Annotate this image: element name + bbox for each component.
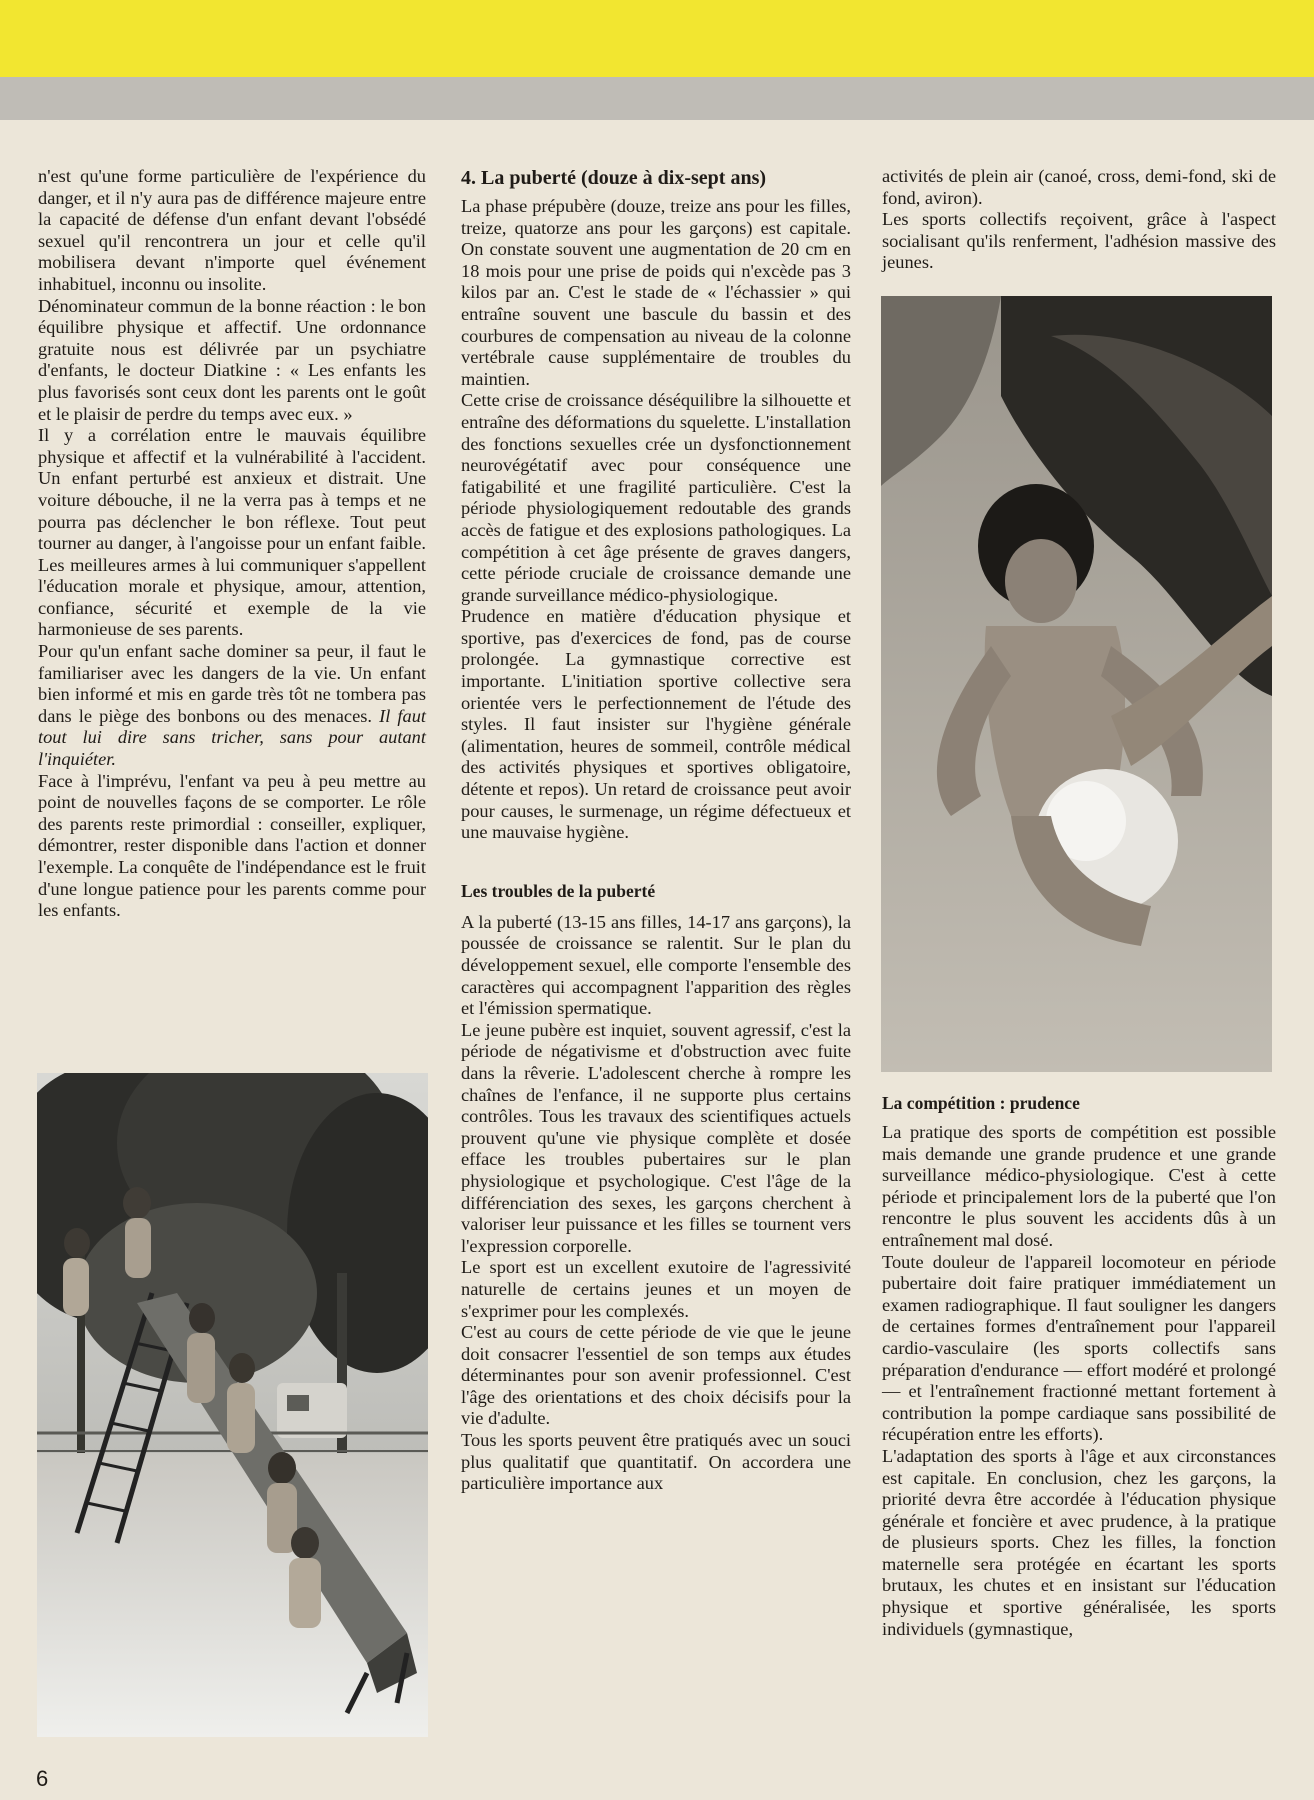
column-1 xyxy=(38,166,426,922)
page-number: 6 xyxy=(36,1766,49,1791)
paragraph: Il y a corrélation entre le mauvais équilibre physique et affectif et la vulnérabilité à l'accident. Un enfant perturbé est anxieux et distrait. Une voiture débouche, il ne la verra pas à temps et ne pourra pas déclencher le bon réflexe. Tout peut tourner au danger, à l'angoisse pour un enfant faible. Les meilleures armes à lui communiquer s'appellent l'éducation morale et physique, amour, attention, confiance, sécurité et exemple de la vie harmonieuse de ses parents. xyxy=(38,425,426,640)
paragraph: Cette crise de croissance déséquilibre la silhouette et entraîne des déformations du squelette. L'installation des fonctions sexuelles crée un dysfonctionnement neurovégétatif avec pour conséquence une fatigabilité et une fragilité particulière. C'est la période physiologiquement redoutable des grands accès de fatigue et des explosions pathologiques. La compétition à cet âge présente de graves dangers, cette période cruciale de croissance demande une grande surveillance médico-physiologique. xyxy=(461,390,851,605)
column-3-top xyxy=(882,166,1276,274)
paragraph: La pratique des sports de compétition est possible mais demande une grande prudence et une grande surveillance médico-physiologique. C'est à cette période et principalement lors de la puberté que l'on rencontre le plus souvent les accidents dûs à un entraînement mal dosé. xyxy=(882,1122,1276,1250)
paragraph: n'est qu'une forme particulière de l'expérience du danger, et il n'y aura pas de différence majeure entre la capacité de défense d'un enfant devant l'obsédé sexuel qu'il rencontrera un jour et celle qu'il mobilisera devant n'importe quel événement inhabituel, inconnu ou insolite. xyxy=(38,166,426,294)
paragraph: L'adaptation des sports à l'âge et aux circonstances est capitale. En conclusion, chez les garçons, la priorité devra être accordée à l'éducation physique générale et foncière et avec prudence, à la pratique de plusieurs sports. Chez les filles, la fonction maternelle sera protégée en écartant les sports brutaux, les chutes et en insistant sur l'éducation physique et sportive généralisée, les sports individuels (gymnastique, xyxy=(882,1445,1276,1639)
section-heading: 4. La puberté (douze à dix-sept ans) xyxy=(461,167,767,189)
column-2 xyxy=(461,166,851,1495)
photo-boy-with-ball xyxy=(881,296,1272,1072)
paragraph-text: Pour qu'un enfant sache dominer sa peur, il faut le familiariser avec les dangers de la vie. Un enfant bien informé et mis en garde très tôt ne tombera pas dans le piège des bonbons ou des menaces. xyxy=(38,641,426,726)
paragraph: Tous les sports peuvent être pratiqués avec un souci plus qualitatif que quantitatif. On accordera une particulière importance aux xyxy=(461,1430,851,1494)
paragraph: Dénominateur commun de la bonne réaction : le bon équilibre physique et affectif. Une ordonnance gratuite nous est délivrée par un psychiatre d'enfants, le docteur Diatkine : « Les enfants les plus favorisés sont ceux dont les parents ont le goût et le plaisir de perdre du temps avec eux. » xyxy=(38,295,426,424)
paragraph: Le sport est un excellent exutoire de l'agressivité naturelle de certains jeunes et un moyen de s'exprimer pour les complexés. xyxy=(461,1257,851,1321)
paragraph: La phase prépubère (douze, treize ans pour les filles, treize, quatorze ans pour les garçons) est capitale. On constate souvent une augmentation de 20 cm en 18 mois pour une prise de poids qui n'excède pas 3 kilos par an. C'est le stade de « l'échassier » qui entraîne souvent une bascule du bassin et des courbures de compensation au niveau de la colonne vertébrale cause supplémentaire de troubles du maintien. xyxy=(461,196,851,389)
photo-children-slide-illustration xyxy=(37,1073,428,1737)
paragraph: Le jeune pubère est inquiet, souvent agressif, c'est la période de négativisme et d'obstruction avec fuite dans la rêverie. L'adolescent cherche à rompre les chaînes de l'enfance, il ne supporte plus certains contrôles. Tous les travaux des scientifiques actuels prouvent qu'une vie physique complète et dosée efface les troubles pubertaires sur le plan physiologique et psychologique. C'est l'âge de la différenciation des sexes, les garçons cherchent à valoriser leur puissance et les filles se tournent vers l'expression corporelle. xyxy=(461,1019,851,1256)
column-3-bottom xyxy=(882,1122,1276,1640)
subheading: La compétition : prudence xyxy=(882,1093,1080,1113)
paragraph: A la puberté (13-15 ans filles, 14-17 ans garçons), la poussée de croissance se ralentit. Sur le plan du développement sexuel, elle comporte l'ensemble des caractères qui accompagnent l'apparition des règles et l'émission spermatique. xyxy=(461,911,851,1019)
paragraph: Prudence en matière d'éducation physique et sportive, pas d'exercices de fond, pas de course prolongée. La gymnastique corrective est importante. L'initiation sportive collective sera orientée vers le perfectionnement de l'étude des styles. Il faut insister sur l'hygiène générale (alimentation, heures de sommeil, contrôle médical des activités physiques et sportives obligatoire, détente et repos). Un retard de croissance peut avoir pour causes, le surmenage, un régime défectueux et une mauvaise hygiène. xyxy=(461,606,851,843)
paragraph: Toute douleur de l'appareil locomoteur en période pubertaire doit faire pratiquer immédiatement un examen radiographique. Il faut souligner les dangers de certaines formes d'entraînement pour l'appareil cardio-vasculaire (les sports collectifs sans préparation d'endurance — effort modéré et prolongé — et l'entraînement fractionné mettant fortement à contribution la pompe cardiaque sans possibilité de récupération entre les efforts). xyxy=(882,1251,1276,1445)
subheading: Les troubles de la puberté xyxy=(461,880,656,901)
photo-boy-with-ball-illustration xyxy=(881,296,1272,1072)
photo-children-slide xyxy=(37,1073,428,1737)
paragraph: C'est au cours de cette période de vie que le jeune doit consacrer l'essentiel de son temps aux études déterminantes pour son avenir professionnel. C'est l'âge des orientations et des choix décisifs pour la vie d'adulte. xyxy=(461,1322,851,1429)
paragraph xyxy=(38,641,426,771)
paragraph: Face à l'imprévu, l'enfant va peu à peu mettre au point de nouvelles façons de se comporter. Le rôle des parents reste primordial : conseiller, expliquer, démontrer, rester disponible dans l'action et donner l'exemple. La conquête de l'indépendance est le fruit d'une longue patience pour les parents comme pour les enfants. xyxy=(38,770,426,921)
top-yellow-band xyxy=(0,0,1314,77)
emphasis-text: Il faut tout lui dire sans tricher, sans pour autant l'inquiéter. xyxy=(38,705,426,770)
paragraph: activités de plein air (canoé, cross, demi-fond, ski de fond, aviron). xyxy=(882,166,1276,208)
paragraph: Les sports collectifs reçoivent, grâce à l'aspect socialisant qu'ils renferment, l'adhésion massive des jeunes. xyxy=(882,209,1276,273)
top-grey-band xyxy=(0,77,1314,120)
